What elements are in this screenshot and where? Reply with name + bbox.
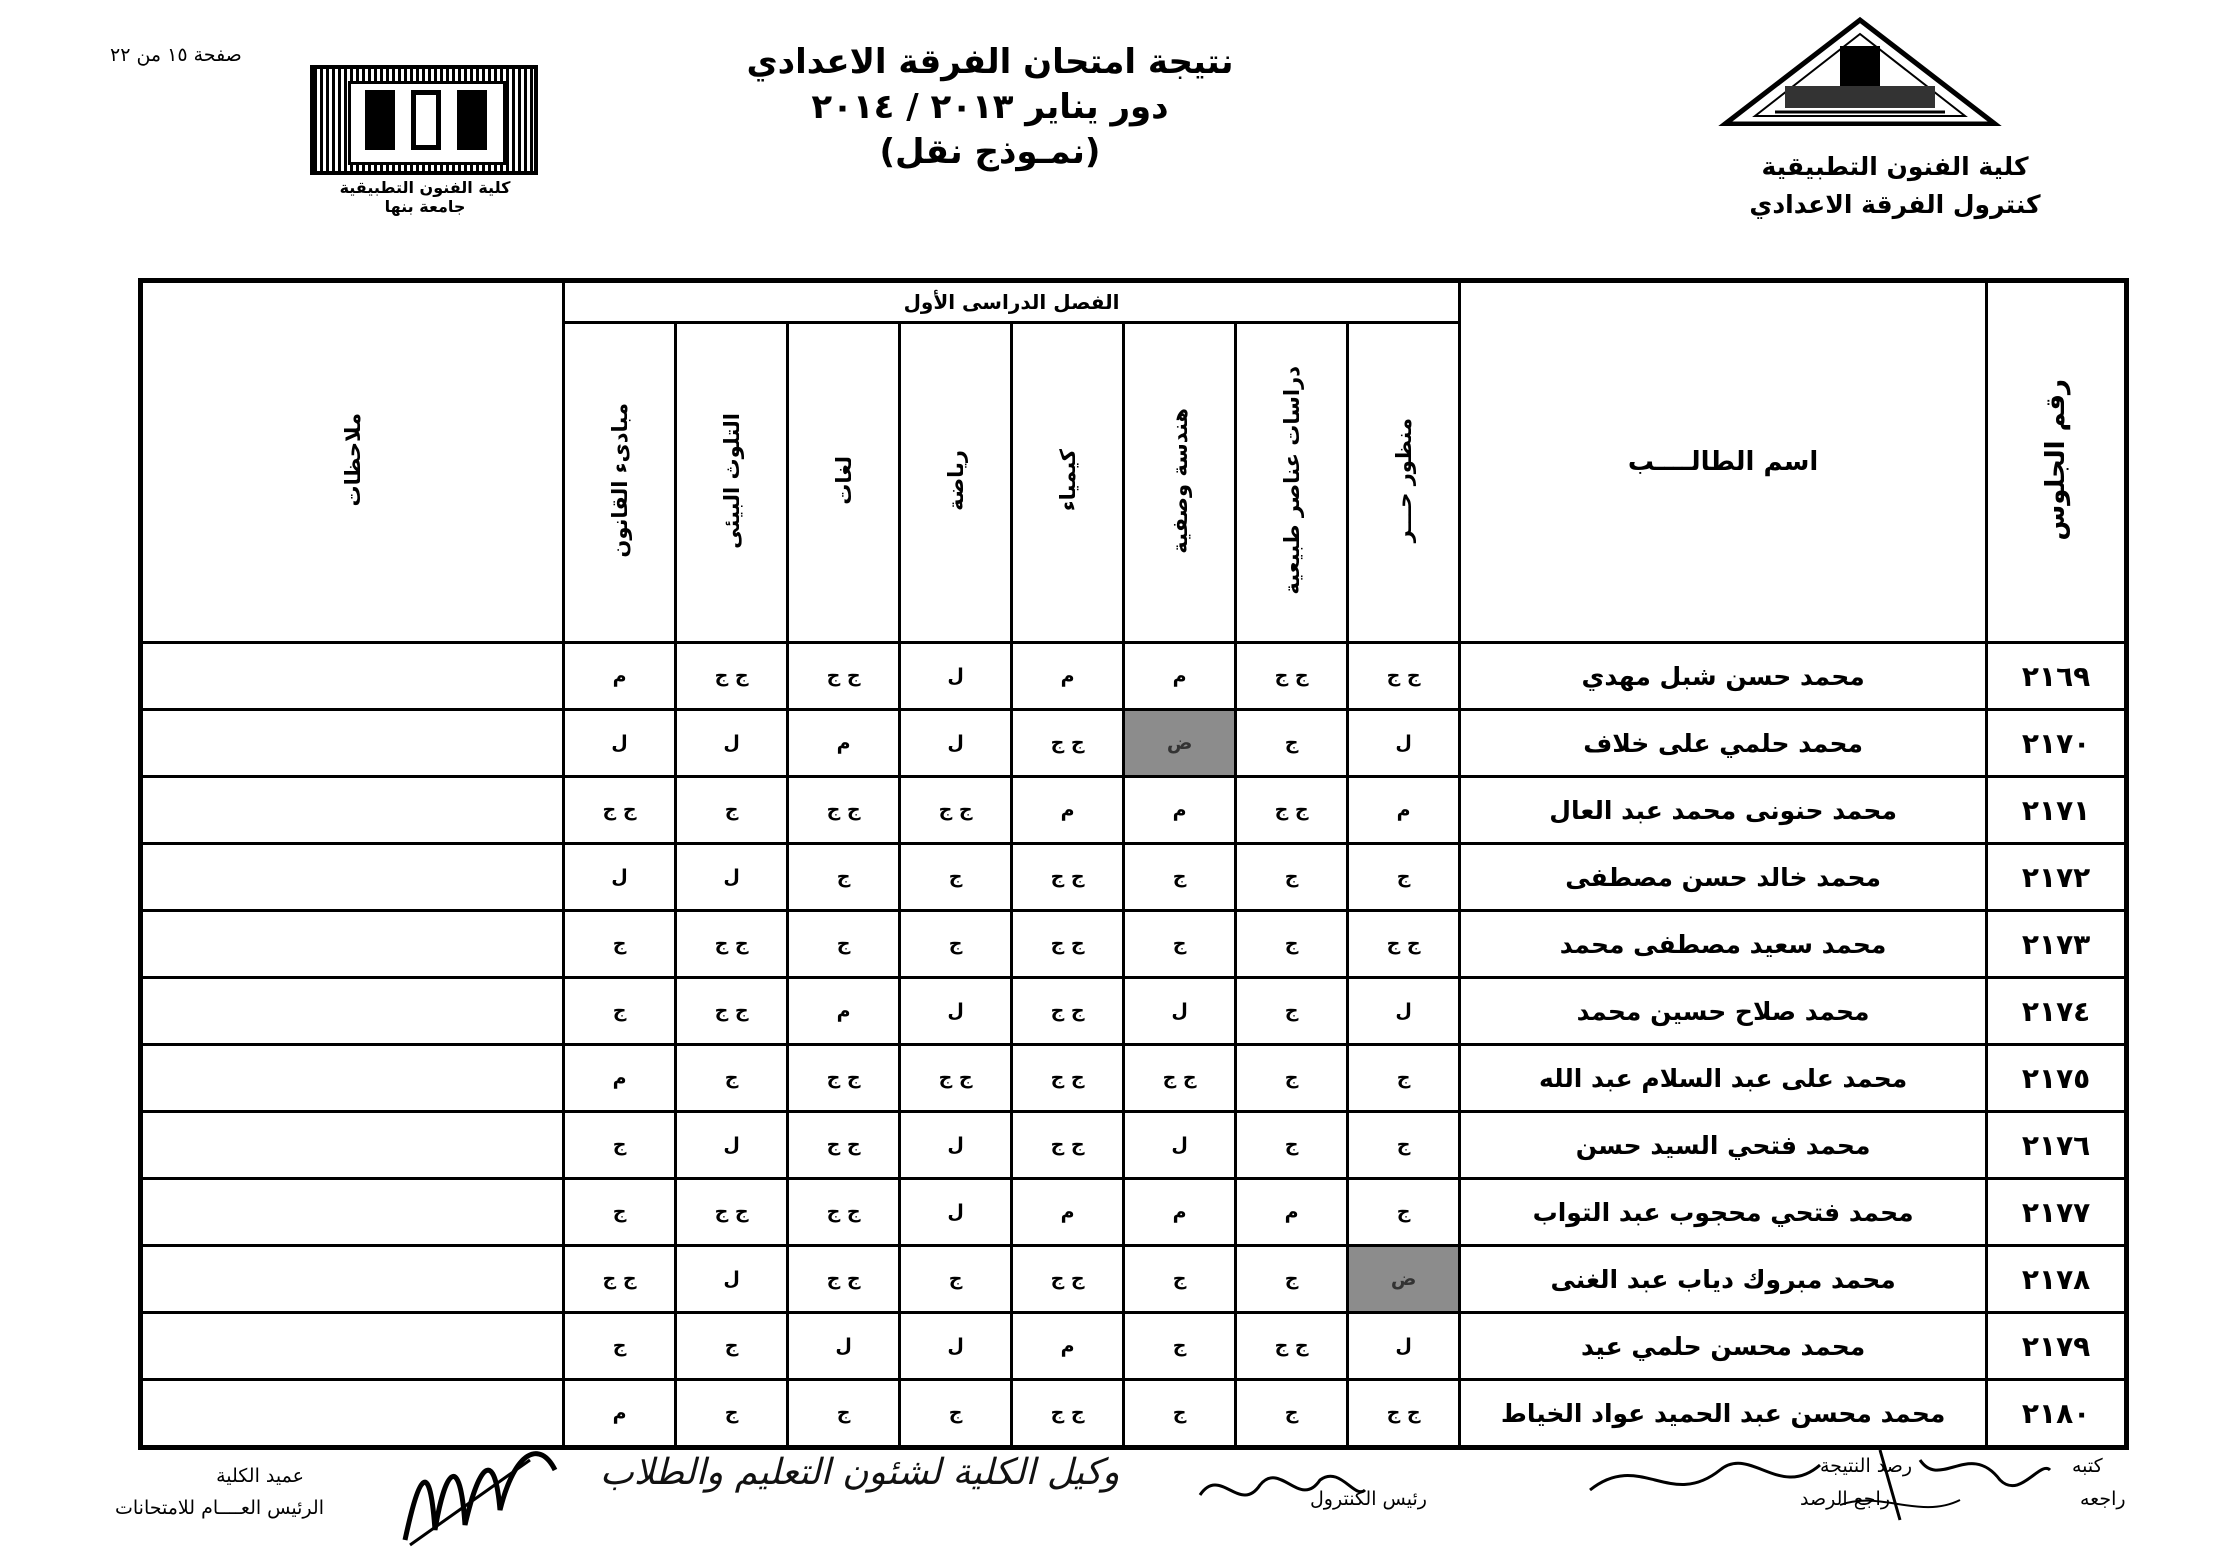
grade-cell: م (1012, 1313, 1124, 1380)
grade-cell: ج (1348, 1112, 1460, 1179)
table-row (141, 911, 2127, 978)
student-name-cell: محمد مبروك دياب عبد الغنى (1460, 1246, 1987, 1313)
grade-cell: ج ج (564, 777, 676, 844)
grade-cell: ل (1348, 978, 1460, 1045)
grade-cell: ض (1348, 1246, 1460, 1313)
grade-cell: م (564, 1380, 676, 1448)
grade-cell: ج ج (1012, 911, 1124, 978)
grade-cell: ج ج (1348, 1380, 1460, 1448)
grade-cell: ل (1124, 1112, 1236, 1179)
grade-cell: ل (1348, 1313, 1460, 1380)
grade-cell: ج (788, 911, 900, 978)
grade-cell: ج (1236, 1112, 1348, 1179)
grade-cell: م (788, 710, 900, 777)
results-table (138, 278, 2129, 1450)
grade-cell: ج (1348, 1045, 1460, 1112)
grade-cell: ج ج (1012, 844, 1124, 911)
grade-cell: ج (1348, 844, 1460, 911)
notes-cell (141, 844, 564, 911)
table-row (141, 710, 2127, 777)
student-name-header: اسم الطالــــب (1460, 281, 1987, 643)
seat-number-cell: ٢١٧٤ (1987, 978, 2127, 1045)
grade-cell: م (1124, 1179, 1236, 1246)
student-name-cell: محمد سعيد مصطفى محمد (1460, 911, 1987, 978)
seat-number-cell: ٢١٨٠ (1987, 1380, 2127, 1448)
grade-cell: ج (676, 1045, 788, 1112)
student-name-cell: محمد محسن عبد الحميد عواد الخياط (1460, 1380, 1987, 1448)
grade-cell: ج ج (1236, 777, 1348, 844)
seat-number-cell: ٢١٦٩ (1987, 643, 2127, 710)
notes-cell (141, 1045, 564, 1112)
grade-cell: ج ج (1012, 1112, 1124, 1179)
grade-cell: ج ج (900, 777, 1012, 844)
grade-cell: ج ج (676, 911, 788, 978)
subject-header: هندسة وصفية (1124, 323, 1236, 643)
grade-cell: ل (900, 643, 1012, 710)
grade-cell: م (1124, 777, 1236, 844)
notes-cell (141, 978, 564, 1045)
grade-cell: ج (564, 1112, 676, 1179)
grade-cell: ج (1124, 1380, 1236, 1448)
grade-cell: ج ج (788, 1246, 900, 1313)
table-row (141, 1313, 2127, 1380)
student-name-cell: محمد محسن حلمي عيد (1460, 1313, 1987, 1380)
grade-cell: م (788, 978, 900, 1045)
subject-header: التلوث البيئى (676, 323, 788, 643)
grade-cell: ج ج (788, 1112, 900, 1179)
grade-cell: ج ج (1012, 1246, 1124, 1313)
grade-cell: ج (900, 1246, 1012, 1313)
grade-cell: م (1348, 777, 1460, 844)
grade-cell: ج (676, 1313, 788, 1380)
term-header: الفصل الدراسى الأول (564, 281, 1460, 323)
grade-cell: ل (676, 844, 788, 911)
table-row (141, 777, 2127, 844)
grade-cell: ج (564, 911, 676, 978)
grade-cell: ج ج (676, 1179, 788, 1246)
student-name-cell: محمد خالد حسن مصطفى (1460, 844, 1987, 911)
seat-number-cell: ٢١٧٨ (1987, 1246, 2127, 1313)
college-logo-caption: كلية الفنون التطبيقية جامعة بنها (339, 178, 511, 216)
table-row (141, 978, 2127, 1045)
subject-header: دراسات عناصر طبيعية (1236, 323, 1348, 643)
table-row (141, 1045, 2127, 1112)
grade-cell: ل (1348, 710, 1460, 777)
table-row (141, 1112, 2127, 1179)
wrote-by-label: كتبه (2072, 1455, 2103, 1477)
subject-header: مبادىء القانون (564, 323, 676, 643)
grade-cell: ج ج (1236, 643, 1348, 710)
seat-number-cell: ٢١٧٥ (1987, 1045, 2127, 1112)
grade-cell: ج ج (1012, 710, 1124, 777)
document-title-block (740, 40, 1240, 175)
result-recorder-label: رصد النتيجة (1820, 1455, 1913, 1477)
grade-cell: ج ج (788, 1045, 900, 1112)
grade-cell: ج ج (900, 1045, 1012, 1112)
grade-cell: ج ج (1012, 1380, 1124, 1448)
grade-cell: ج (1236, 844, 1348, 911)
grade-cell: ج (1124, 911, 1236, 978)
university-emblem-icon (1715, 16, 2005, 126)
student-name-cell: محمد على عبد السلام عبد الله (1460, 1045, 1987, 1112)
seat-number-cell: ٢١٧٢ (1987, 844, 2127, 911)
student-name-cell: محمد حلمي على خلاف (1460, 710, 1987, 777)
recorders-signature-icon (1580, 1430, 2060, 1530)
grade-cell: ل (900, 1179, 1012, 1246)
seat-number-cell: ٢١٧٦ (1987, 1112, 2127, 1179)
subject-header: لغات (788, 323, 900, 643)
seat-number-cell: ٢١٧٠ (1987, 710, 2127, 777)
grade-cell: ج (788, 1380, 900, 1448)
notes-cell (141, 1246, 564, 1313)
form-type: (نمـوذج نقل) (879, 132, 1101, 172)
subject-header: رياضة (900, 323, 1012, 643)
control-head-label: رئيس الكنترول (1310, 1488, 1427, 1510)
grade-cell: م (564, 643, 676, 710)
grade-cell: ج (1124, 1313, 1236, 1380)
grade-cell: ل (900, 1112, 1012, 1179)
grade-cell: ج (564, 978, 676, 1045)
subject-header: كيمياء (1012, 323, 1124, 643)
notes-cell (141, 710, 564, 777)
subject-header: منظور حـــر (1348, 323, 1460, 643)
seat-number-cell: ٢١٧٧ (1987, 1179, 2127, 1246)
table-row (141, 643, 2127, 710)
seat-number-cell: ٢١٧٣ (1987, 911, 2127, 978)
grade-cell: ج ج (788, 1179, 900, 1246)
exams-chief-label: الرئيس العــــام للامتحانات (115, 1497, 324, 1519)
student-name-cell: محمد حنونى محمد عبد العال (1460, 777, 1987, 844)
grade-cell: ج ج (676, 978, 788, 1045)
notes-cell (141, 1112, 564, 1179)
notes-header: ملاحظات (141, 281, 564, 643)
grade-cell: ج (900, 911, 1012, 978)
exam-session: دور يناير ٢٠١٣ / ٢٠١٤ (811, 87, 1169, 127)
seat-number-cell: ٢١٧٩ (1987, 1313, 2127, 1380)
dean-label: عميد الكلية (216, 1465, 304, 1487)
student-name-cell: محمد فتحي محجوب عبد التواب (1460, 1179, 1987, 1246)
grade-cell: ل (1124, 978, 1236, 1045)
grade-cell: م (1012, 777, 1124, 844)
grade-cell: ل (900, 710, 1012, 777)
grade-cell: ل (676, 1246, 788, 1313)
grade-cell: ج ج (676, 643, 788, 710)
page-number: صفحة ١٥ من ٢٢ (110, 44, 242, 66)
grade-cell: م (1124, 643, 1236, 710)
notes-cell (141, 777, 564, 844)
grade-cell: ج (1236, 911, 1348, 978)
notes-cell (141, 1179, 564, 1246)
grade-cell: ج (1236, 1045, 1348, 1112)
grade-cell: ل (900, 978, 1012, 1045)
table-row (141, 1179, 2127, 1246)
grade-cell: ل (564, 710, 676, 777)
grade-cell: ج (900, 844, 1012, 911)
grade-cell: ج ج (1348, 911, 1460, 978)
seat-number-cell: ٢١٧١ (1987, 777, 2127, 844)
grade-cell: م (1012, 643, 1124, 710)
grade-cell: ج ج (1124, 1045, 1236, 1112)
grade-cell: ج (788, 844, 900, 911)
grade-cell: ل (564, 844, 676, 911)
grade-cell: ج (676, 1380, 788, 1448)
grade-cell: م (1236, 1179, 1348, 1246)
grade-cell: م (564, 1045, 676, 1112)
college-logo (310, 65, 538, 175)
grade-cell: ل (788, 1313, 900, 1380)
grade-cell: ج ج (1012, 978, 1124, 1045)
grade-cell: ل (676, 710, 788, 777)
grade-cell: ج ج (564, 1246, 676, 1313)
vice-dean-signature-text: وكيل الكلية لشئون التعليم والطلاب (600, 1452, 1120, 1493)
grade-cell: ض (1124, 710, 1236, 777)
reviewed-by-label: راجعه (2080, 1488, 2126, 1510)
grade-cell: ج ج (1236, 1313, 1348, 1380)
table-row (141, 844, 2127, 911)
grade-cell: ج (1236, 1380, 1348, 1448)
grade-cell: ج (1348, 1179, 1460, 1246)
grade-cell: ل (900, 1313, 1012, 1380)
grade-cell: ج (564, 1179, 676, 1246)
student-name-cell: محمد حسن شبل مهدي (1460, 643, 1987, 710)
student-name-cell: محمد فتحي السيد حسن (1460, 1112, 1987, 1179)
grade-cell: ج (1236, 1246, 1348, 1313)
recorder-reviewer-label: راجع الرصد (1800, 1488, 1891, 1510)
student-name-cell: محمد صلاح حسين محمد (1460, 978, 1987, 1045)
notes-cell (141, 911, 564, 978)
college-control-label: كلية الفنون التطبيقية كنترول الفرقة الاعدادي (1749, 152, 2041, 219)
notes-cell (141, 643, 564, 710)
grade-cell: ج ج (1348, 643, 1460, 710)
seat-number-header: رقم الجلوس (1987, 281, 2127, 643)
grade-cell: ج (1236, 710, 1348, 777)
control-head-signature-icon (1190, 1455, 1370, 1525)
grade-cell: ج (564, 1313, 676, 1380)
grade-cell: ج (676, 777, 788, 844)
grade-cell: ج ج (788, 643, 900, 710)
table-row (141, 1246, 2127, 1313)
grade-cell: ل (676, 1112, 788, 1179)
grade-cell: ج ج (788, 777, 900, 844)
dean-signature-icon (390, 1430, 570, 1560)
grade-cell: ج ج (1012, 1045, 1124, 1112)
grade-cell: ج (1124, 844, 1236, 911)
grade-cell: ج (1236, 978, 1348, 1045)
notes-cell (141, 1313, 564, 1380)
grade-cell: ج (900, 1380, 1012, 1448)
grade-cell: م (1012, 1179, 1124, 1246)
document-title: نتيجة امتحان الفرقة الاعدادي (746, 42, 1234, 82)
grade-cell: ج (1124, 1246, 1236, 1313)
